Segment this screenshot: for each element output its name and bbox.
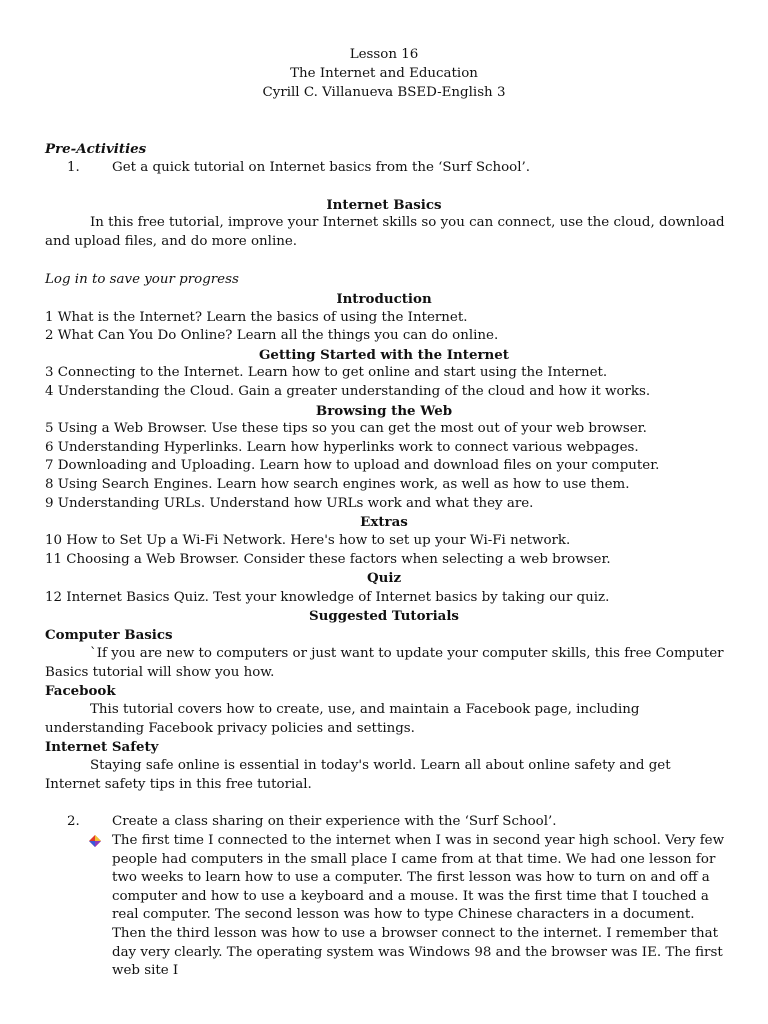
section-browsing: Browsing the Web <box>315 403 453 419</box>
lesson-item: 9 Understanding URLs. Understand how URLs work and what they are. <box>45 496 534 511</box>
lesson-item: 2 What Can You Do Online? Learn all the things you can do online. <box>45 328 499 343</box>
student-response: The first time I connected to the internet when I was in second year high school. Very few people had computers in the small place I came from at that time. We had one lesson for two weeks to learn how to use a computer. The first lesson was how to turn on and off a computer and how to use a keyboard and a mouse. It was the first time that I touched a real computer. The second lesson was how to type Chinese characters in a document. Then the third lesson was how to use a browser connect to the internet. I remember that day very clearly. The operating system was Windows 98 and the browser was IE. The first web site I <box>112 833 725 979</box>
item-number: 1. <box>67 160 80 175</box>
tutorial-title-internet-safety: Internet Safety <box>45 739 159 755</box>
lesson-item: 8 Using Search Engines. Learn how search engines work, as well as how to use them. <box>45 477 630 492</box>
lesson-item: 11 Choosing a Web Browser. Consider these factors when selecting a web browser. <box>45 552 611 567</box>
login-note: Log in to save your progress <box>45 272 239 287</box>
item-text: Get a quick tutorial on Internet basics from the ‘Surf School’. <box>112 160 531 175</box>
colored-diamond-bullet-icon <box>89 835 101 847</box>
internet-basics-heading: Internet Basics <box>326 197 442 213</box>
lesson-item: 7 Downloading and Uploading. Learn how to upload and download files on your computer. <box>45 458 660 473</box>
tutorial-text-computer-basics: `If you are new to computers or just want to update your computer skills, this free Computer Basics tutorial will show you how. <box>45 646 724 680</box>
pre-activity-item-1 <box>45 159 728 178</box>
lesson-item: 6 Understanding Hyperlinks. Learn how hyperlinks work to connect various webpages. <box>45 440 639 455</box>
item-number: 2. <box>67 814 80 829</box>
document-title: The Internet and Education <box>290 66 478 81</box>
lesson-item: 10 How to Set Up a Wi-Fi Network. Here's how to set up your Wi-Fi network. <box>45 533 571 548</box>
tutorial-text-internet-safety: Staying safe online is essential in today's world. Learn all about online safety and get Internet safety tips in this free tutorial. <box>45 758 671 792</box>
author-line: Cyrill C. Villanueva BSED-English 3 <box>262 85 506 100</box>
tutorial-text-facebook: This tutorial covers how to create, use, and maintain a Facebook page, including understanding Facebook privacy policies and settings. <box>45 702 640 736</box>
lesson-number: Lesson 16 <box>349 47 419 62</box>
lesson-item: 12 Internet Basics Quiz. Test your knowledge of Internet basics by taking our quiz. <box>45 590 610 605</box>
lesson-item: 5 Using a Web Browser. Use these tips so you can get the most out of your web browser. <box>45 421 647 436</box>
activity-item-2 <box>45 813 728 832</box>
section-introduction: Introduction <box>336 291 432 307</box>
lesson-item: 3 Connecting to the Internet. Learn how to get online and start using the Internet. <box>45 365 608 380</box>
internet-basics-intro: In this free tutorial, improve your Internet skills so you can connect, use the cloud, download and upload files, and do more online. <box>45 215 725 249</box>
lesson-item: 1 What is the Internet? Learn the basics of using the Internet. <box>45 310 468 325</box>
section-suggested-tutorials: Suggested Tutorials <box>309 608 459 624</box>
section-extras: Extras <box>360 514 408 530</box>
tutorial-title-computer-basics: Computer Basics <box>45 627 173 643</box>
section-getting-started: Getting Started with the Internet <box>259 347 509 363</box>
section-quiz: Quiz <box>366 570 402 586</box>
pre-activities-heading: Pre-Activities <box>45 141 147 157</box>
lesson-item: 4 Understanding the Cloud. Gain a greater understanding of the cloud and how it works. <box>45 384 651 399</box>
tutorial-title-facebook: Facebook <box>45 683 116 699</box>
item-text: Create a class sharing on their experience with the ‘Surf School’. <box>112 814 557 829</box>
